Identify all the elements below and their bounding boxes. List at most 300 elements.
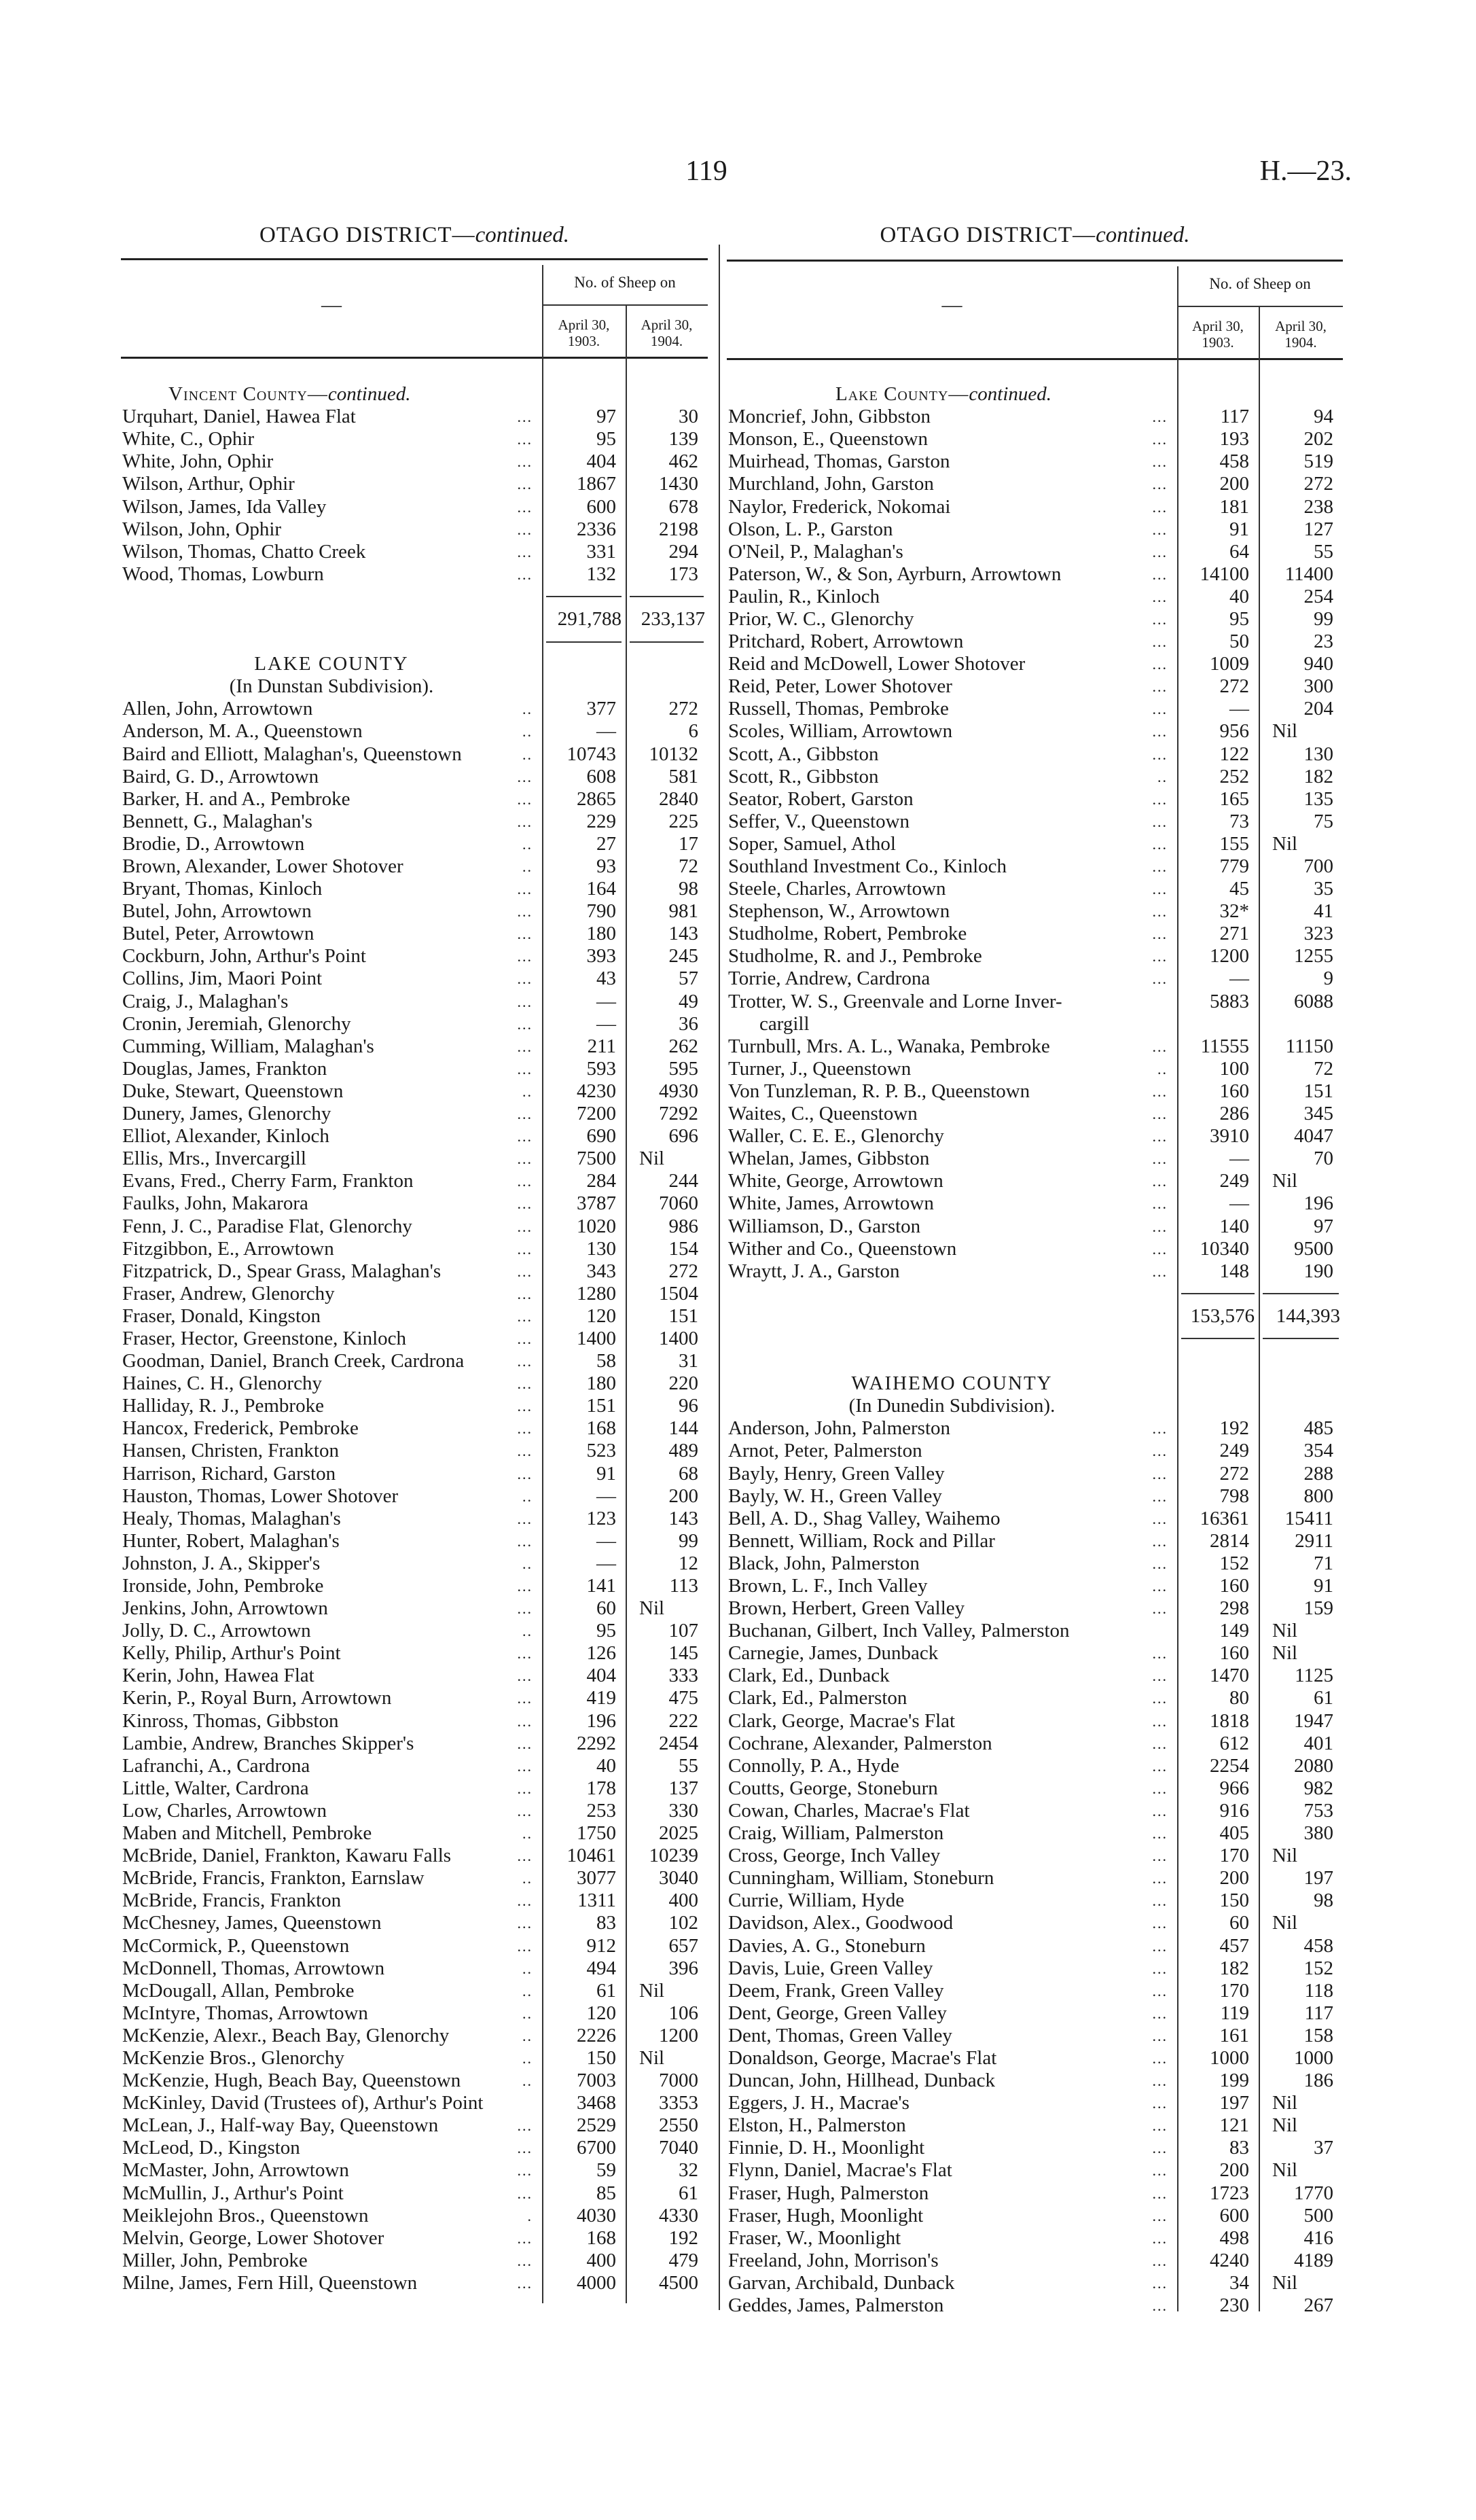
leader-dots: ... xyxy=(517,1060,533,1078)
owner-name: Davidson, Alex., Goodwood xyxy=(728,1912,954,1934)
owner-name: Trotter, W. S., Greenvale and Lorne Inver- xyxy=(728,990,1062,1012)
table-row xyxy=(121,1552,708,1575)
name-cell xyxy=(121,2272,542,2294)
name-cell xyxy=(121,766,542,788)
name-cell xyxy=(121,1710,542,1733)
count-1903: 612 xyxy=(1219,1732,1249,1754)
leader-dots: ... xyxy=(517,993,533,1010)
table-row xyxy=(727,1170,1343,1192)
table-row xyxy=(727,788,1343,811)
rule-line xyxy=(1181,1338,1255,1339)
owner-name: Butel, Peter, Arrowtown xyxy=(122,923,314,945)
count-1903: 1470 xyxy=(1210,1665,1249,1687)
count-1903: 1200 xyxy=(1210,945,1249,968)
owner-name: Prior, W. C., Glenorchy xyxy=(728,607,914,630)
count-1903: 140 xyxy=(1219,1215,1249,1237)
name-cell xyxy=(727,1192,1177,1215)
count-1903: 1750 xyxy=(577,1822,616,1845)
count-1904: 30 xyxy=(679,406,698,428)
table-row xyxy=(727,991,1343,1013)
leader-dots: ... xyxy=(1152,1825,1168,1843)
count-1904: 800 xyxy=(1303,1485,1333,1507)
owner-name: Meiklejohn Bros., Queenstown xyxy=(122,2204,369,2226)
county-title xyxy=(727,1372,1343,1395)
owner-name: Reid, Peter, Lower Shotover xyxy=(728,675,952,698)
table-row xyxy=(727,1125,1343,1148)
name-cell xyxy=(727,1665,1177,1687)
table-row xyxy=(727,1665,1343,1687)
column-header-1904 xyxy=(1259,318,1343,351)
owner-name: Jolly, D. C., Arrowtown xyxy=(122,1620,311,1642)
leader-dots: .. xyxy=(522,1622,533,1640)
count-1903: — xyxy=(596,1012,616,1035)
leader-dots: ... xyxy=(1152,2297,1168,2315)
owner-name: Bell, A. D., Shag Valley, Waihemo xyxy=(728,1507,1001,1529)
name-cell xyxy=(121,2070,542,2092)
table-row xyxy=(121,2070,708,2092)
count-1903: 85 xyxy=(596,2182,616,2204)
table-row xyxy=(121,1530,708,1552)
count-1903: 80 xyxy=(1229,1687,1249,1709)
count-1903: 83 xyxy=(596,1912,616,1934)
owner-name: Turnbull, Mrs. A. L., Wanaka, Pembroke xyxy=(728,1035,1050,1057)
count-1903: 97 xyxy=(596,406,616,428)
count-1903: 779 xyxy=(1219,855,1249,878)
table-row xyxy=(727,945,1343,968)
count-1904: 71 xyxy=(1314,1552,1333,1574)
rule-line xyxy=(1263,1293,1339,1294)
count-1903: 120 xyxy=(586,2002,616,2024)
table-row xyxy=(727,720,1343,743)
leader-dots: ... xyxy=(517,768,533,785)
leader-dots: ... xyxy=(1152,1645,1168,1663)
table-row xyxy=(727,2227,1343,2250)
table-row xyxy=(727,1192,1343,1215)
table-row xyxy=(121,1597,708,1620)
name-column-header: — xyxy=(941,294,962,316)
rule-cell xyxy=(626,596,708,597)
name-cell xyxy=(727,428,1177,450)
count-1903: — xyxy=(1229,968,1249,990)
owner-name: Milne, James, Fern Hill, Queenstown xyxy=(122,2271,418,2294)
count-1903: 151 xyxy=(586,1395,616,1417)
count-1903: 168 xyxy=(586,1417,616,1440)
name-cell xyxy=(121,1238,542,1260)
count-1904: Nil xyxy=(1272,1170,1298,1192)
document-reference: H.—23. xyxy=(1259,156,1352,187)
leader-dots: ... xyxy=(517,948,533,965)
owner-name: Bayly, Henry, Green Valley xyxy=(728,1462,945,1485)
name-cell xyxy=(727,1417,1177,1440)
count-1903: 966 xyxy=(1219,1777,1249,1799)
owner-name: Lambie, Andrew, Branches Skipper's xyxy=(122,1732,414,1754)
owner-name: McBride, Francis, Frankton, Earnslaw xyxy=(122,1867,425,1889)
table-row xyxy=(121,878,708,900)
leader-dots: ... xyxy=(1152,1802,1168,1820)
count-1903: 121 xyxy=(1219,2114,1249,2137)
leader-dots: ... xyxy=(517,408,533,426)
count-1904: Nil xyxy=(1272,1642,1298,1665)
leader-dots: ... xyxy=(517,1150,533,1168)
count-1904: 225 xyxy=(668,810,698,832)
count-1904: 202 xyxy=(1303,428,1333,450)
table-row xyxy=(727,2114,1343,2137)
count-1904: 135 xyxy=(1303,787,1333,810)
name-cell xyxy=(121,1575,542,1597)
table-row xyxy=(121,900,708,923)
owner-name: Hauston, Thomas, Lower Shotover xyxy=(122,1485,399,1507)
owner-name: Brown, Herbert, Green Valley xyxy=(728,1597,965,1620)
leader-dots: ... xyxy=(1152,1150,1168,1168)
table-row xyxy=(727,1260,1343,1283)
count-1904: 254 xyxy=(1303,585,1333,607)
count-1904: 272 xyxy=(668,1260,698,1282)
table-row xyxy=(727,1530,1343,1552)
count-1903: 1723 xyxy=(1210,2182,1249,2204)
count-1903: 10461 xyxy=(566,1845,616,1867)
leader-dots: ... xyxy=(517,1218,533,1235)
count-1903: — xyxy=(1229,1148,1249,1170)
table-row xyxy=(727,1103,1343,1125)
leader-dots: ... xyxy=(1152,1959,1168,1977)
total-rule xyxy=(727,1283,1343,1305)
subdivision-label xyxy=(121,675,708,698)
count-1903: 95 xyxy=(1229,607,1249,630)
name-cell xyxy=(121,1957,542,1980)
name-cell xyxy=(121,450,542,473)
owner-name: Wilson, John, Ophir xyxy=(122,518,282,540)
owner-name: Freeland, John, Morrison's xyxy=(728,2249,939,2271)
name-cell xyxy=(121,945,542,968)
count-1904: 182 xyxy=(1303,765,1333,787)
owner-name: Fenn, J. C., Paradise Flat, Glenorchy xyxy=(122,1215,412,1237)
name-cell xyxy=(121,2025,542,2047)
count-1904: 753 xyxy=(1303,1799,1333,1822)
count-1904: 68 xyxy=(679,1462,698,1485)
count-1904: 333 xyxy=(668,1665,698,1687)
owner-name: Cunningham, William, Stoneburn xyxy=(728,1867,994,1889)
count-1903: 343 xyxy=(586,1260,616,1282)
leader-dots: ... xyxy=(1152,1847,1168,1865)
owner-name: Elliot, Alexander, Kinloch xyxy=(122,1125,329,1148)
owner-name: Fraser, Hugh, Moonlight xyxy=(728,2204,924,2226)
count-1903: — xyxy=(596,720,616,743)
owner-name: Douglas, James, Frankton xyxy=(122,1057,327,1080)
heading-text: OTAGO DISTRICT— xyxy=(259,223,475,247)
count-1904: Nil xyxy=(1272,2114,1298,2137)
count-1904: 300 xyxy=(1303,675,1333,698)
table-row xyxy=(121,2047,708,2070)
table-top-rule xyxy=(727,260,1343,262)
name-cell xyxy=(727,473,1177,495)
group-header-rule xyxy=(542,304,708,306)
leader-dots: ... xyxy=(1152,431,1168,448)
name-cell xyxy=(727,1440,1177,1462)
count-1904: 17 xyxy=(679,832,698,855)
owner-name: Scott, R., Gibbston xyxy=(728,765,879,787)
count-1903: 2254 xyxy=(1210,1754,1249,1777)
leader-dots: ... xyxy=(1152,476,1168,493)
count-1903: 600 xyxy=(586,495,616,518)
table-row xyxy=(727,2272,1343,2294)
count-1904: 55 xyxy=(679,1754,698,1777)
table-row xyxy=(121,1980,708,2002)
name-cell xyxy=(121,1350,542,1372)
count-1903: 27 xyxy=(596,832,616,855)
count-1903: 331 xyxy=(586,540,616,563)
count-1904: 380 xyxy=(1303,1822,1333,1845)
count-1903: 3077 xyxy=(577,1867,616,1889)
leader-dots: ... xyxy=(517,2229,533,2247)
subdivision-text: (In Dunstan Subdivision). xyxy=(229,675,434,698)
count-1904: 7060 xyxy=(659,1192,698,1215)
table-row xyxy=(727,2002,1343,2025)
continued-label: continued. xyxy=(969,383,1052,406)
owner-name: Bennett, G., Malaghan's xyxy=(122,810,312,832)
owner-name: McChesney, James, Queenstown xyxy=(122,1912,382,1934)
owner-name: Cumming, William, Malaghan's xyxy=(122,1035,374,1057)
count-1903: 1400 xyxy=(577,1327,616,1349)
count-1903: 10743 xyxy=(566,743,616,765)
name-cell xyxy=(121,1170,542,1192)
count-1904: 144 xyxy=(668,1417,698,1440)
name-cell xyxy=(121,1485,542,1508)
leader-dots: ... xyxy=(1152,2072,1168,2090)
table-row xyxy=(727,743,1343,766)
table-row xyxy=(727,1080,1343,1103)
leader-dots: ... xyxy=(1152,1779,1168,1797)
leader-dots: ... xyxy=(1152,790,1168,808)
table-row xyxy=(727,1552,1343,1575)
table-row xyxy=(727,833,1343,855)
leader-dots: ... xyxy=(517,1892,533,1910)
name-cell xyxy=(121,1508,542,1530)
count-1904: 186 xyxy=(1303,2070,1333,2092)
count-1903: 2336 xyxy=(577,518,616,540)
owner-name: Goodman, Daniel, Branch Creek, Cardrona xyxy=(122,1350,465,1372)
name-cell xyxy=(727,1552,1177,1575)
table-row xyxy=(121,1642,708,1665)
heading-text: OTAGO DISTRICT— xyxy=(880,223,1096,247)
owner-name: White, James, Arrowtown xyxy=(728,1192,934,1215)
county-title-text: WAIHEMO COUNTY xyxy=(851,1372,1053,1395)
count-1904: 151 xyxy=(668,1305,698,1327)
table-row xyxy=(727,2137,1343,2159)
count-1903: 64 xyxy=(1229,540,1249,563)
table-row xyxy=(727,1822,1343,1845)
leader-dots: ... xyxy=(517,1465,533,1483)
count-1903: 404 xyxy=(586,1665,616,1687)
table-row xyxy=(121,1620,708,1642)
count-1903: 117 xyxy=(1220,406,1249,428)
count-1903: 83 xyxy=(1229,2137,1249,2159)
header-line: April 30, xyxy=(558,317,610,333)
leader-dots: ... xyxy=(1152,1578,1168,1595)
table-row xyxy=(121,1710,708,1733)
name-cell xyxy=(727,2025,1177,2047)
table-row xyxy=(121,1867,708,1889)
county-name: Lake County— xyxy=(835,383,969,406)
count-1904: 99 xyxy=(679,1529,698,1552)
name-cell xyxy=(121,1755,542,1777)
table-row xyxy=(727,1463,1343,1485)
leader-dots: ... xyxy=(517,1532,533,1550)
leader-dots: ... xyxy=(517,2184,533,2202)
count-1904: 106 xyxy=(668,2002,698,2024)
table-row-continuation xyxy=(727,1013,1343,1035)
name-cell xyxy=(727,855,1177,878)
leader-dots: ... xyxy=(517,2140,533,2157)
count-1904: 2550 xyxy=(659,2114,698,2137)
name-cell xyxy=(121,541,542,563)
owner-name: Stephenson, W., Arrowtown xyxy=(728,900,950,923)
owner-name: Seffer, V., Queenstown xyxy=(728,810,910,832)
owner-name: Lafranchi, A., Cardrona xyxy=(122,1754,310,1777)
rule-line xyxy=(1181,1293,1255,1294)
count-1904: 72 xyxy=(679,855,698,878)
owner-name: Bryant, Thomas, Kinloch xyxy=(122,878,323,900)
leader-dots: .. xyxy=(522,1487,533,1505)
count-1903: 141 xyxy=(586,1575,616,1597)
leader-dots: .. xyxy=(522,1825,533,1843)
count-1903: 152 xyxy=(1219,1552,1249,1574)
count-1904: 2454 xyxy=(659,1732,698,1754)
count-1904: 49 xyxy=(679,990,698,1012)
table-row xyxy=(727,1597,1343,1620)
rule-line xyxy=(1263,1338,1339,1339)
name-cell xyxy=(121,743,542,766)
name-cell xyxy=(727,1575,1177,1597)
count-1903: 168 xyxy=(586,2226,616,2249)
table-row xyxy=(121,1755,708,1777)
leader-dots: .. xyxy=(1157,768,1168,785)
owner-name: Fraser, W., Moonlight xyxy=(728,2226,901,2249)
count-1903: 498 xyxy=(1219,2226,1249,2249)
count-1904: 940 xyxy=(1303,653,1333,675)
name-cell xyxy=(121,1305,542,1328)
table-row xyxy=(121,1934,708,1957)
name-cell xyxy=(121,2159,542,2182)
owner-name: Ironside, John, Pembroke xyxy=(122,1575,324,1597)
name-cell xyxy=(727,518,1177,541)
leader-dots: .. xyxy=(522,2072,533,2090)
name-cell xyxy=(121,1530,542,1552)
owner-name: Kelly, Philip, Arthur's Point xyxy=(122,1642,341,1665)
leader-dots: .. xyxy=(522,2049,533,2067)
count-1904: 3353 xyxy=(659,2092,698,2114)
leader-dots: ... xyxy=(1152,1262,1168,1280)
county-heading-continued xyxy=(121,383,708,406)
name-cell xyxy=(727,1463,1177,1485)
count-1903: 494 xyxy=(586,1957,616,1979)
leader-dots: ... xyxy=(517,2162,533,2180)
name-cell xyxy=(121,1733,542,1755)
owner-name: Clark, George, Macrae's Flat xyxy=(728,1709,956,1732)
count-1904: 70 xyxy=(1314,1148,1333,1170)
leader-dots: ... xyxy=(517,1757,533,1775)
count-1904: 1200 xyxy=(659,2024,698,2046)
owner-name: Flynn, Daniel, Macrae's Flat xyxy=(728,2159,952,2182)
owner-name: Muirhead, Thomas, Garston xyxy=(728,450,950,473)
name-cell xyxy=(121,406,542,428)
table-row xyxy=(121,1417,708,1440)
name-cell xyxy=(727,1935,1177,1957)
name-cell xyxy=(727,2159,1177,2182)
count-1903: 122 xyxy=(1219,743,1249,765)
count-1903: 40 xyxy=(596,1754,616,1777)
table-row xyxy=(121,1103,708,1125)
owner-name: White, C., Ophir xyxy=(122,428,255,450)
table-row xyxy=(727,1755,1343,1777)
table-row xyxy=(727,450,1343,473)
table-row xyxy=(121,2272,708,2294)
count-1904: 130 xyxy=(1303,743,1333,765)
count-1903: 419 xyxy=(586,1687,616,1709)
count-1904: 159 xyxy=(1303,1597,1333,1620)
leader-dots: ... xyxy=(1152,2049,1168,2067)
count-1903: 180 xyxy=(586,1372,616,1395)
owner-name: Faulks, John, Makarora xyxy=(122,1192,308,1215)
count-1904: 1947 xyxy=(1294,1709,1333,1732)
total-1904: 233,137 xyxy=(641,607,705,630)
owner-name: Little, Walter, Cardrona xyxy=(122,1777,309,1799)
count-1903: 7500 xyxy=(577,1148,616,1170)
rule-cell xyxy=(1177,1338,1259,1339)
leader-dots: ... xyxy=(1152,1442,1168,1460)
name-cell xyxy=(121,1912,542,1934)
count-1904: Nil xyxy=(639,1597,665,1620)
table-row xyxy=(727,1800,1343,1822)
count-1903: 1000 xyxy=(1210,2046,1249,2069)
table-row xyxy=(121,2159,708,2182)
count-1903: 93 xyxy=(596,855,616,878)
leader-dots: ... xyxy=(1152,813,1168,830)
leader-dots: ... xyxy=(517,1105,533,1123)
count-1904: 197 xyxy=(1303,1867,1333,1889)
table-row xyxy=(121,1575,708,1597)
count-1904: 97 xyxy=(1314,1215,1333,1237)
count-1904: 2840 xyxy=(659,787,698,810)
owner-name: Scott, A., Gibbston xyxy=(728,743,879,765)
count-1904: 4330 xyxy=(659,2204,698,2226)
leader-dots: ... xyxy=(517,1937,533,1955)
count-1904: 12 xyxy=(679,1552,698,1574)
count-1903: 100 xyxy=(1219,1057,1249,1080)
count-1904: 6088 xyxy=(1294,990,1333,1012)
table-row xyxy=(727,1845,1343,1867)
name-cell xyxy=(121,1013,542,1035)
count-1904: 94 xyxy=(1314,406,1333,428)
table-row xyxy=(121,518,708,541)
name-cell xyxy=(121,2002,542,2025)
count-1903: 200 xyxy=(1219,473,1249,495)
owner-name: Paulin, R., Kinloch xyxy=(728,585,880,607)
count-1904: Nil xyxy=(1272,2092,1298,2114)
name-cell xyxy=(727,991,1177,1013)
owner-name: McCormick, P., Queenstown xyxy=(122,1934,350,1957)
leader-dots: .. xyxy=(522,1959,533,1977)
table-row xyxy=(121,1192,708,1215)
count-1903: 284 xyxy=(586,1170,616,1192)
name-cell xyxy=(727,2227,1177,2250)
count-1904: 143 xyxy=(668,1507,698,1529)
count-1904: 595 xyxy=(668,1057,698,1080)
owner-name: Olson, L. P., Garston xyxy=(728,518,893,540)
column-header-1903 xyxy=(542,317,626,349)
leader-dots: ... xyxy=(517,1667,533,1685)
count-1904: 500 xyxy=(1303,2204,1333,2226)
name-cell xyxy=(121,2250,542,2272)
